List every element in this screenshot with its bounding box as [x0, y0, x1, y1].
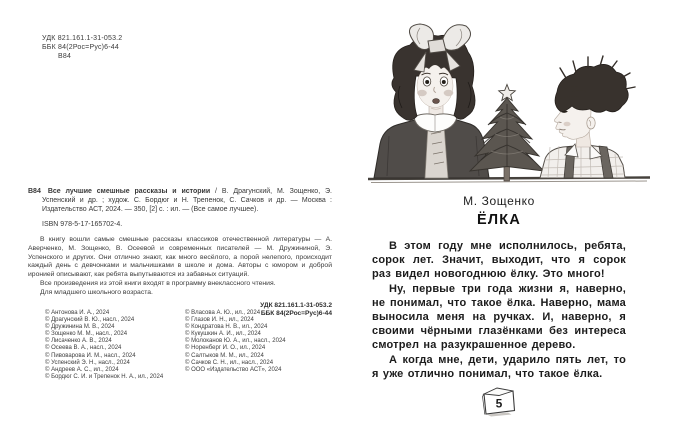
- copyright-item: © Антонова И. А., 2024: [45, 310, 110, 316]
- story-paragraph: Ну, первые три года жизни я, наверно, не понимал, что такое ёлка. Наверно, мама выносила меня на ручках. И, наверно, я своими чёрными глазёнками без интереса смотрел на разукрашенное дерево.: [372, 282, 626, 352]
- copyright-item: © ООО «Издательство АСТ», 2024: [185, 366, 282, 373]
- story-paragraph: В этом году мне исполнилось, ребята, сорок лет. Значит, выходит, что я сорок раз видел новогоднюю ёлку. Это много!: [372, 240, 626, 281]
- copyright-list-left: [45, 310, 163, 381]
- isbn-line: ISBN 978-5-17-165702-4.: [42, 221, 123, 228]
- udk-line: УДК 821.161.1-31-053.2: [260, 301, 332, 309]
- entry-description: / В. Драгунский, М. Зощенко, Э. Успенский и др. ; худож. С. Бордюг и Н. Трепенок, С. Сачков и др. — Москва : Издательство АСТ, 2024. — 350, [2] с. : ил. — (Все самое лучшее).: [42, 188, 332, 213]
- catalog-card: [28, 187, 332, 318]
- copyright-item: © Андреев А. С., ил., 2024: [45, 366, 119, 373]
- copyright-item: © Власова А. Ю., ил., 2024: [185, 310, 261, 316]
- page-number-box: [478, 384, 518, 418]
- girl-figure: [374, 24, 489, 178]
- udk-line: ББК 84(2Рос=Рус)6-44: [260, 309, 332, 317]
- copyright-item: © Бордюг С. И. и Трепенок Н. А., ил., 2024: [45, 373, 164, 380]
- entry-code: В84: [28, 188, 41, 195]
- annotation-paragraph: Для младшего школьного возраста.: [40, 288, 153, 296]
- story-title: ЁЛКА: [477, 212, 521, 228]
- book-title: Все лучшие смешные рассказы и истории: [47, 188, 211, 195]
- copyright-item: © Глазов И. Н., ил., 2024: [185, 317, 254, 324]
- copyright-item: © Кондратова Н. В., ил., 2024: [185, 324, 268, 331]
- christmas-tree: [470, 85, 544, 182]
- udk-bbk-block: [42, 34, 122, 61]
- copyright-item: © Лисаченко А. В., 2024: [45, 338, 112, 345]
- udk-line: УДК 821.161.1-31-053.2: [42, 35, 123, 42]
- udk-line: ББК 84(2Рос=Рус)6-44: [42, 44, 119, 51]
- copyright-list-right: [185, 310, 286, 374]
- annotation-block: [28, 236, 332, 298]
- udk-line: В84: [58, 53, 72, 60]
- copyright-item: © Успенский Э. Н., насл., 2024: [45, 359, 130, 366]
- annotation-paragraph: Все произведения из этой книги входят в программу внеклассного чтения.: [40, 279, 276, 287]
- copyright-item: © Осеева В. А., насл., 2024: [45, 345, 122, 352]
- copyright-item: © Кукушкин А. И., ил., 2024: [185, 331, 261, 338]
- copyright-item: © Пивоварова И. М., насл., 2024: [45, 352, 136, 359]
- copyright-item: © Норенберг И. О., ил., 2024: [185, 345, 266, 352]
- page-number: 5: [495, 396, 503, 411]
- story-author: М. Зощенко: [463, 194, 535, 208]
- bibliographic-entry: [28, 187, 332, 214]
- copyright-item: © Салтыков М. М., ил., 2024: [185, 352, 264, 359]
- annotation-paragraph: В книгу вошли самые смешные рассказы классиков отечественной литературы — А. Аверченко, М. Зощенко, В. Осеевой и современных писателей — М. Дружининой, Э. Успенского и других. Они отлично знают, как много весёлого, а порой нелепого, происходит каждый день с девчонками и мальчишками в школе и дома. Авторы с юмором и доброй иронией описывают, как ребята выпутываются из забавных ситуаций.: [28, 236, 332, 279]
- copyright-item: © Дружинина М. В., 2024: [45, 324, 115, 331]
- boy-figure: [540, 56, 635, 178]
- story-text: [372, 239, 626, 381]
- story-illustration: [364, 16, 654, 188]
- copyright-item: © Зощенко М. М., насл., 2024: [45, 331, 128, 338]
- copyright-item: © Молоканов Ю. А., ил., насл., 2024: [185, 338, 286, 345]
- story-paragraph: А когда мне, дети, ударило пять лет, то я уже отлично понимал, что такое ёлка.: [372, 353, 626, 380]
- copyright-item: © Сачков С. Н., ил., насл., 2024: [185, 359, 274, 366]
- copyright-item: © Драгунский В. Ю., насл., 2024: [45, 317, 135, 324]
